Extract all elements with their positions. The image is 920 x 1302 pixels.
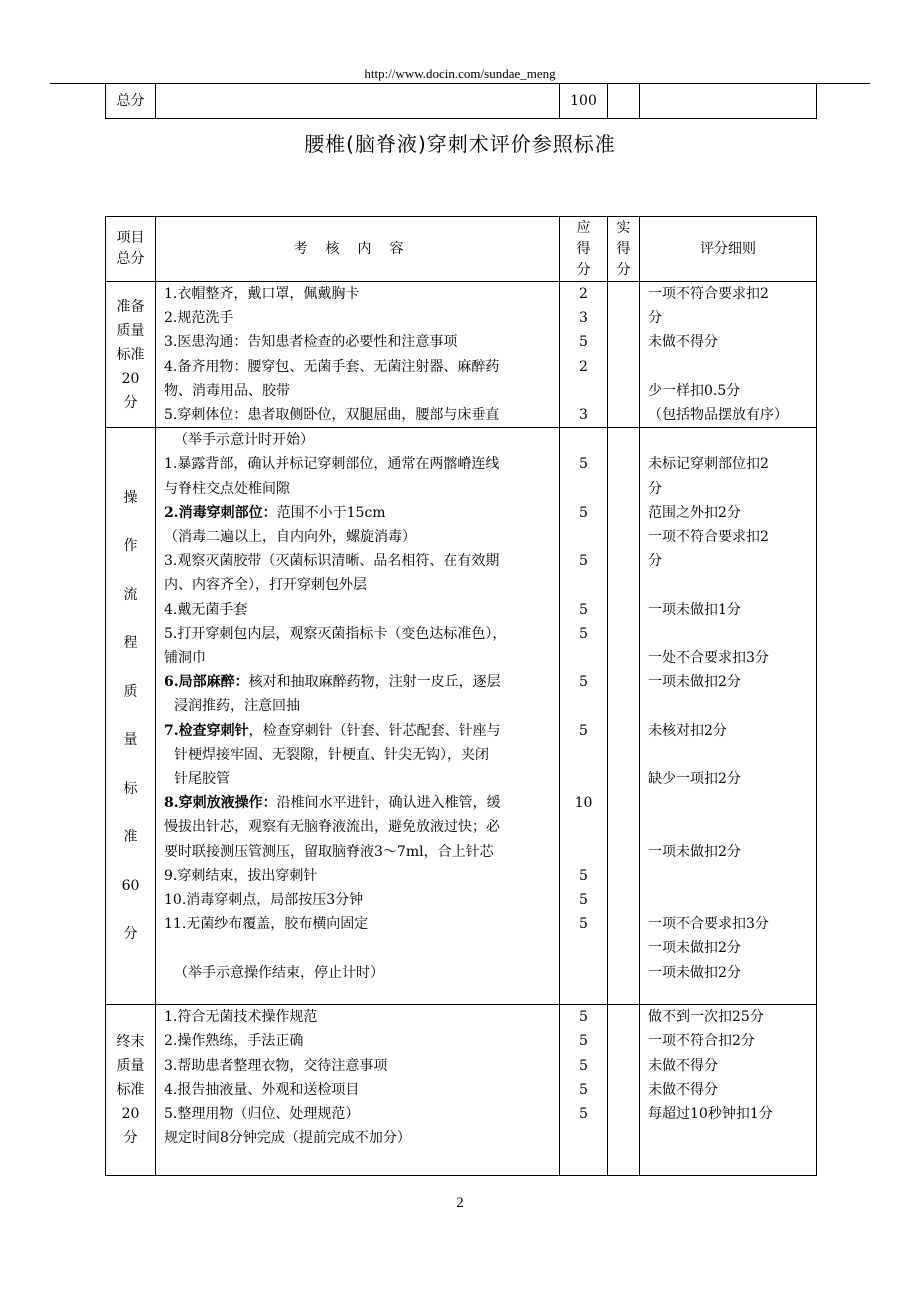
detail-line: 一项不符合要求扣2 bbox=[648, 286, 769, 302]
content-line: 3.医患沟通：告知患者检查的必要性和注意事项 bbox=[164, 334, 458, 351]
project-label-line: 标准 bbox=[116, 346, 145, 363]
detail-line bbox=[640, 694, 816, 718]
project-label-line: 量 bbox=[123, 732, 138, 749]
content-line bbox=[156, 791, 559, 815]
step-text: 浸润推药，注意回抽 bbox=[174, 698, 300, 715]
score-value: 5 bbox=[579, 1057, 588, 1074]
step-text: （消毒二遍以上，自内向外，螺旋消毒） bbox=[164, 529, 416, 546]
score-value: 3 bbox=[579, 407, 588, 423]
detail-line: 一项未做扣1分 bbox=[648, 601, 741, 618]
content-line: 1.符合无菌技术操作规范 bbox=[164, 1009, 318, 1026]
detail-line: 未标记穿刺部位扣2 bbox=[648, 456, 769, 473]
header-project: 项目 总分 bbox=[106, 217, 156, 282]
end-detail bbox=[640, 1005, 817, 1176]
section-operation bbox=[106, 428, 817, 1005]
project-label-line: 质量 bbox=[116, 322, 145, 339]
detail-line bbox=[640, 355, 816, 379]
content-line bbox=[156, 622, 559, 646]
section-prep bbox=[106, 282, 817, 428]
score-value: 5 bbox=[579, 891, 588, 908]
score-value: 5 bbox=[579, 1081, 588, 1098]
header-url: http://www.docin.com/sundae_meng bbox=[364, 66, 556, 81]
op-detail bbox=[640, 428, 817, 1005]
score-value: 5 bbox=[579, 456, 588, 473]
page-title: 腰椎(脑脊液)穿刺术评价参照标准 bbox=[304, 132, 616, 156]
content-line: 5.穿刺体位：患者取侧卧位，双腿屈曲，腰部与床垂直 bbox=[164, 407, 500, 424]
content-line bbox=[156, 598, 559, 622]
end-content bbox=[156, 1005, 560, 1176]
end-actual bbox=[608, 1005, 640, 1176]
total-label: 总分 bbox=[106, 84, 156, 119]
project-label-line: 准 bbox=[123, 829, 138, 846]
bold-step-label: 2.消毒穿刺部位： bbox=[164, 504, 277, 521]
score-value bbox=[560, 936, 607, 960]
bold-step-label: 6.局部麻醉： bbox=[164, 674, 249, 691]
content-line: 物、消毒用品、胶带 bbox=[164, 382, 290, 399]
step-text: 铺洞巾 bbox=[164, 650, 206, 667]
step-text: 内、内容齐全），打开穿刺包外层 bbox=[164, 577, 367, 594]
header-actual-score: 实 得 分 bbox=[608, 217, 640, 282]
step-text: 4.戴无菌手套 bbox=[164, 601, 248, 618]
score-value: 5 bbox=[579, 334, 588, 351]
detail-line: 范围之外扣2分 bbox=[648, 504, 741, 521]
content-line bbox=[156, 452, 559, 476]
score-value: 5 bbox=[579, 625, 588, 642]
detail-line bbox=[640, 1126, 816, 1150]
score-value bbox=[560, 840, 607, 864]
content-line bbox=[156, 670, 559, 694]
prep-scores bbox=[560, 282, 608, 428]
detail-line: 一项未做扣2分 bbox=[648, 964, 741, 981]
score-value: 5 bbox=[579, 553, 588, 570]
content-line bbox=[156, 573, 559, 597]
score-value: 5 bbox=[579, 916, 588, 933]
step-text: 10.消毒穿刺点，局部按压3分钟 bbox=[164, 892, 364, 909]
step-text: 核对和抽取麻醉药物，注射一皮丘，逐层 bbox=[248, 674, 501, 691]
score-value: 10 bbox=[574, 795, 593, 812]
score-value: 5 bbox=[579, 504, 588, 521]
step-text: 9.穿刺结束，拔出穿刺针 bbox=[164, 867, 318, 884]
project-label-line: 程 bbox=[123, 635, 138, 652]
detail-line: 一项不合要求扣3分 bbox=[648, 916, 769, 933]
content-line bbox=[156, 815, 559, 839]
detail-line: 一项不符合要求扣2 bbox=[648, 529, 769, 546]
detail-line bbox=[640, 888, 816, 912]
score-value bbox=[560, 815, 607, 839]
content-line: 2.规范洗手 bbox=[164, 310, 234, 327]
step-text: 针梗焊接牢固、无裂隙，针梗直、针尖无钩），夹闭 bbox=[174, 746, 489, 763]
op-actual bbox=[608, 428, 640, 1005]
step-text: 沿椎间水平进针，确认进入椎管，缓 bbox=[276, 795, 501, 812]
project-label-line: 准备 bbox=[116, 298, 145, 315]
detail-line bbox=[640, 864, 816, 888]
step-text: 11.无菌纱布覆盖，胶布横向固定 bbox=[164, 916, 369, 933]
op-scores bbox=[560, 428, 608, 1005]
detail-line: 做不到一次扣25分 bbox=[648, 1009, 764, 1026]
evaluation-table bbox=[105, 216, 817, 1176]
prep-detail bbox=[640, 282, 817, 428]
detail-line: 每超过10秒钟扣1分 bbox=[648, 1106, 773, 1123]
score-value: 5 bbox=[579, 1106, 588, 1123]
top-total-table bbox=[105, 83, 817, 119]
step-text: 1.暴露背部，确认并标记穿刺部位，通常在两髂嵴连线 bbox=[164, 456, 500, 473]
op-project bbox=[106, 428, 156, 1005]
content-line: 3.帮助患者整理衣物，交待注意事项 bbox=[164, 1057, 388, 1074]
content-line bbox=[156, 694, 559, 718]
content-line: 规定时间8分钟完成（提前完成不加分） bbox=[164, 1130, 411, 1147]
step-text: 慢拔出针芯，观察有无脑脊液流出，避免放液过快；必 bbox=[164, 819, 500, 836]
detail-line: （包括物品摆放有序） bbox=[648, 407, 788, 423]
detail-line: 一项未做扣2分 bbox=[648, 940, 741, 957]
content-line bbox=[156, 501, 559, 525]
score-value: 5 bbox=[579, 1033, 588, 1050]
step-text: 范围不小于15cm bbox=[276, 504, 386, 521]
content-line: 2.操作熟练，手法正确 bbox=[164, 1033, 304, 1050]
content-line: 4.报告抽液量、外观和送检项目 bbox=[164, 1081, 360, 1098]
header-content: 考核内容 bbox=[156, 217, 560, 282]
score-value: 5 bbox=[579, 601, 588, 618]
total-detail-cell bbox=[640, 84, 817, 119]
content-line bbox=[156, 646, 559, 670]
step-text: （举手示意计时开始） bbox=[174, 432, 314, 449]
content-line bbox=[156, 864, 559, 888]
detail-line bbox=[640, 791, 816, 815]
score-value: 5 bbox=[579, 722, 588, 739]
content-line bbox=[156, 936, 559, 960]
project-label-line: 分 bbox=[123, 1130, 138, 1147]
content-line bbox=[156, 525, 559, 549]
score-value bbox=[560, 1126, 607, 1150]
detail-line: 未做不得分 bbox=[648, 1057, 718, 1074]
score-value bbox=[560, 694, 607, 718]
header-detail: 评分细则 bbox=[640, 217, 817, 282]
score-value: 5 bbox=[579, 674, 588, 691]
content-line bbox=[156, 549, 559, 573]
step-text: 针尾胶管 bbox=[174, 771, 230, 788]
score-value bbox=[560, 646, 607, 670]
section-final bbox=[106, 1005, 817, 1176]
detail-line: 分 bbox=[648, 480, 662, 497]
op-content bbox=[156, 428, 560, 1005]
score-value bbox=[560, 525, 607, 549]
detail-line: 分 bbox=[648, 310, 662, 327]
total-score: 100 bbox=[560, 84, 608, 119]
content-line bbox=[156, 840, 559, 864]
project-label-line: 标准 bbox=[116, 1082, 145, 1099]
score-value bbox=[560, 961, 607, 985]
detail-line: 少一样扣0.5分 bbox=[648, 382, 741, 399]
header-should-score: 应 得 分 bbox=[560, 217, 608, 282]
content-line bbox=[156, 912, 559, 936]
score-value bbox=[560, 573, 607, 597]
total-content-cell bbox=[156, 84, 560, 119]
score-value: 5 bbox=[579, 1009, 588, 1026]
detail-line bbox=[640, 428, 816, 452]
score-value: 5 bbox=[579, 867, 588, 884]
project-label-line: 60 bbox=[121, 877, 140, 894]
project-label-line: 质 bbox=[123, 683, 138, 700]
content-line bbox=[156, 888, 559, 912]
step-text: 与脊柱交点处椎间隙 bbox=[164, 480, 290, 497]
step-text: 要时联接测压管测压，留取脑脊液3～7ml，合上针芯 bbox=[164, 843, 494, 860]
project-label-line: 操 bbox=[123, 489, 138, 506]
detail-line: 未做不得分 bbox=[648, 1081, 718, 1098]
end-scores bbox=[560, 1005, 608, 1176]
score-value: 3 bbox=[579, 310, 588, 327]
table-header-row bbox=[106, 217, 817, 282]
content-line bbox=[156, 961, 559, 985]
score-value bbox=[560, 743, 607, 767]
detail-line: 未核对扣2分 bbox=[648, 722, 727, 739]
score-value bbox=[560, 767, 607, 791]
score-value bbox=[560, 477, 607, 501]
page-number: 2 bbox=[456, 1195, 464, 1211]
total-actual-cell bbox=[608, 84, 640, 119]
score-value bbox=[560, 379, 607, 403]
detail-line bbox=[640, 622, 816, 646]
project-label-line: 作 bbox=[123, 538, 138, 555]
project-label-line: 20 bbox=[121, 1106, 140, 1123]
project-label-line: 分 bbox=[123, 926, 138, 943]
step-text: ，检查穿刺针（针套、针芯配套、针座与 bbox=[248, 722, 501, 739]
project-label-line: 终末 bbox=[116, 1034, 145, 1051]
content-line: 1.衣帽整齐，戴口罩，佩戴胸卡 bbox=[164, 286, 360, 302]
project-label-line: 20 bbox=[121, 370, 140, 387]
score-value: 2 bbox=[579, 358, 588, 375]
project-label-line: 标 bbox=[123, 780, 138, 797]
detail-line bbox=[640, 743, 816, 767]
step-text: 5.打开穿刺包内层，观察灭菌指标卡（变色达标准色）， bbox=[164, 625, 507, 642]
detail-line bbox=[640, 815, 816, 839]
detail-line: 分 bbox=[648, 553, 662, 570]
step-text: 3.观察灭菌胶带（灭菌标识清晰、品名相符、在有效期 bbox=[164, 553, 500, 570]
detail-line: 缺少一项扣2分 bbox=[648, 770, 741, 787]
detail-line: 未做不得分 bbox=[648, 334, 718, 351]
project-label-line: 质量 bbox=[116, 1058, 145, 1075]
bold-step-label: 8.穿刺放液操作： bbox=[164, 795, 277, 812]
detail-line: 一处不合要求扣3分 bbox=[648, 650, 769, 666]
prep-project bbox=[106, 282, 156, 428]
prep-actual bbox=[608, 282, 640, 428]
end-project bbox=[106, 1005, 156, 1176]
prep-content bbox=[156, 282, 560, 428]
bold-step-label: 7.检查穿刺针 bbox=[164, 722, 249, 739]
project-label-line: 分 bbox=[123, 394, 138, 411]
detail-line: 一项未做扣2分 bbox=[648, 674, 741, 691]
detail-line: 一项不符合扣2分 bbox=[648, 1033, 755, 1050]
step-text: （举手示意操作结束，停止计时） bbox=[174, 964, 384, 981]
project-label-line: 流 bbox=[123, 586, 138, 603]
detail-line bbox=[640, 573, 816, 597]
content-line bbox=[156, 767, 559, 791]
content-line: 4.备齐用物：腰穿包、无菌手套、无菌注射器、麻醉药 bbox=[164, 358, 500, 375]
content-line bbox=[156, 477, 559, 501]
content-line: 5.整理用物（归位、处理规范） bbox=[164, 1106, 360, 1123]
content-line bbox=[156, 719, 559, 743]
score-value bbox=[560, 428, 607, 452]
content-line bbox=[156, 428, 559, 452]
detail-line: 一项未做扣2分 bbox=[648, 843, 741, 860]
content-line bbox=[156, 743, 559, 767]
score-value: 2 bbox=[579, 286, 588, 302]
